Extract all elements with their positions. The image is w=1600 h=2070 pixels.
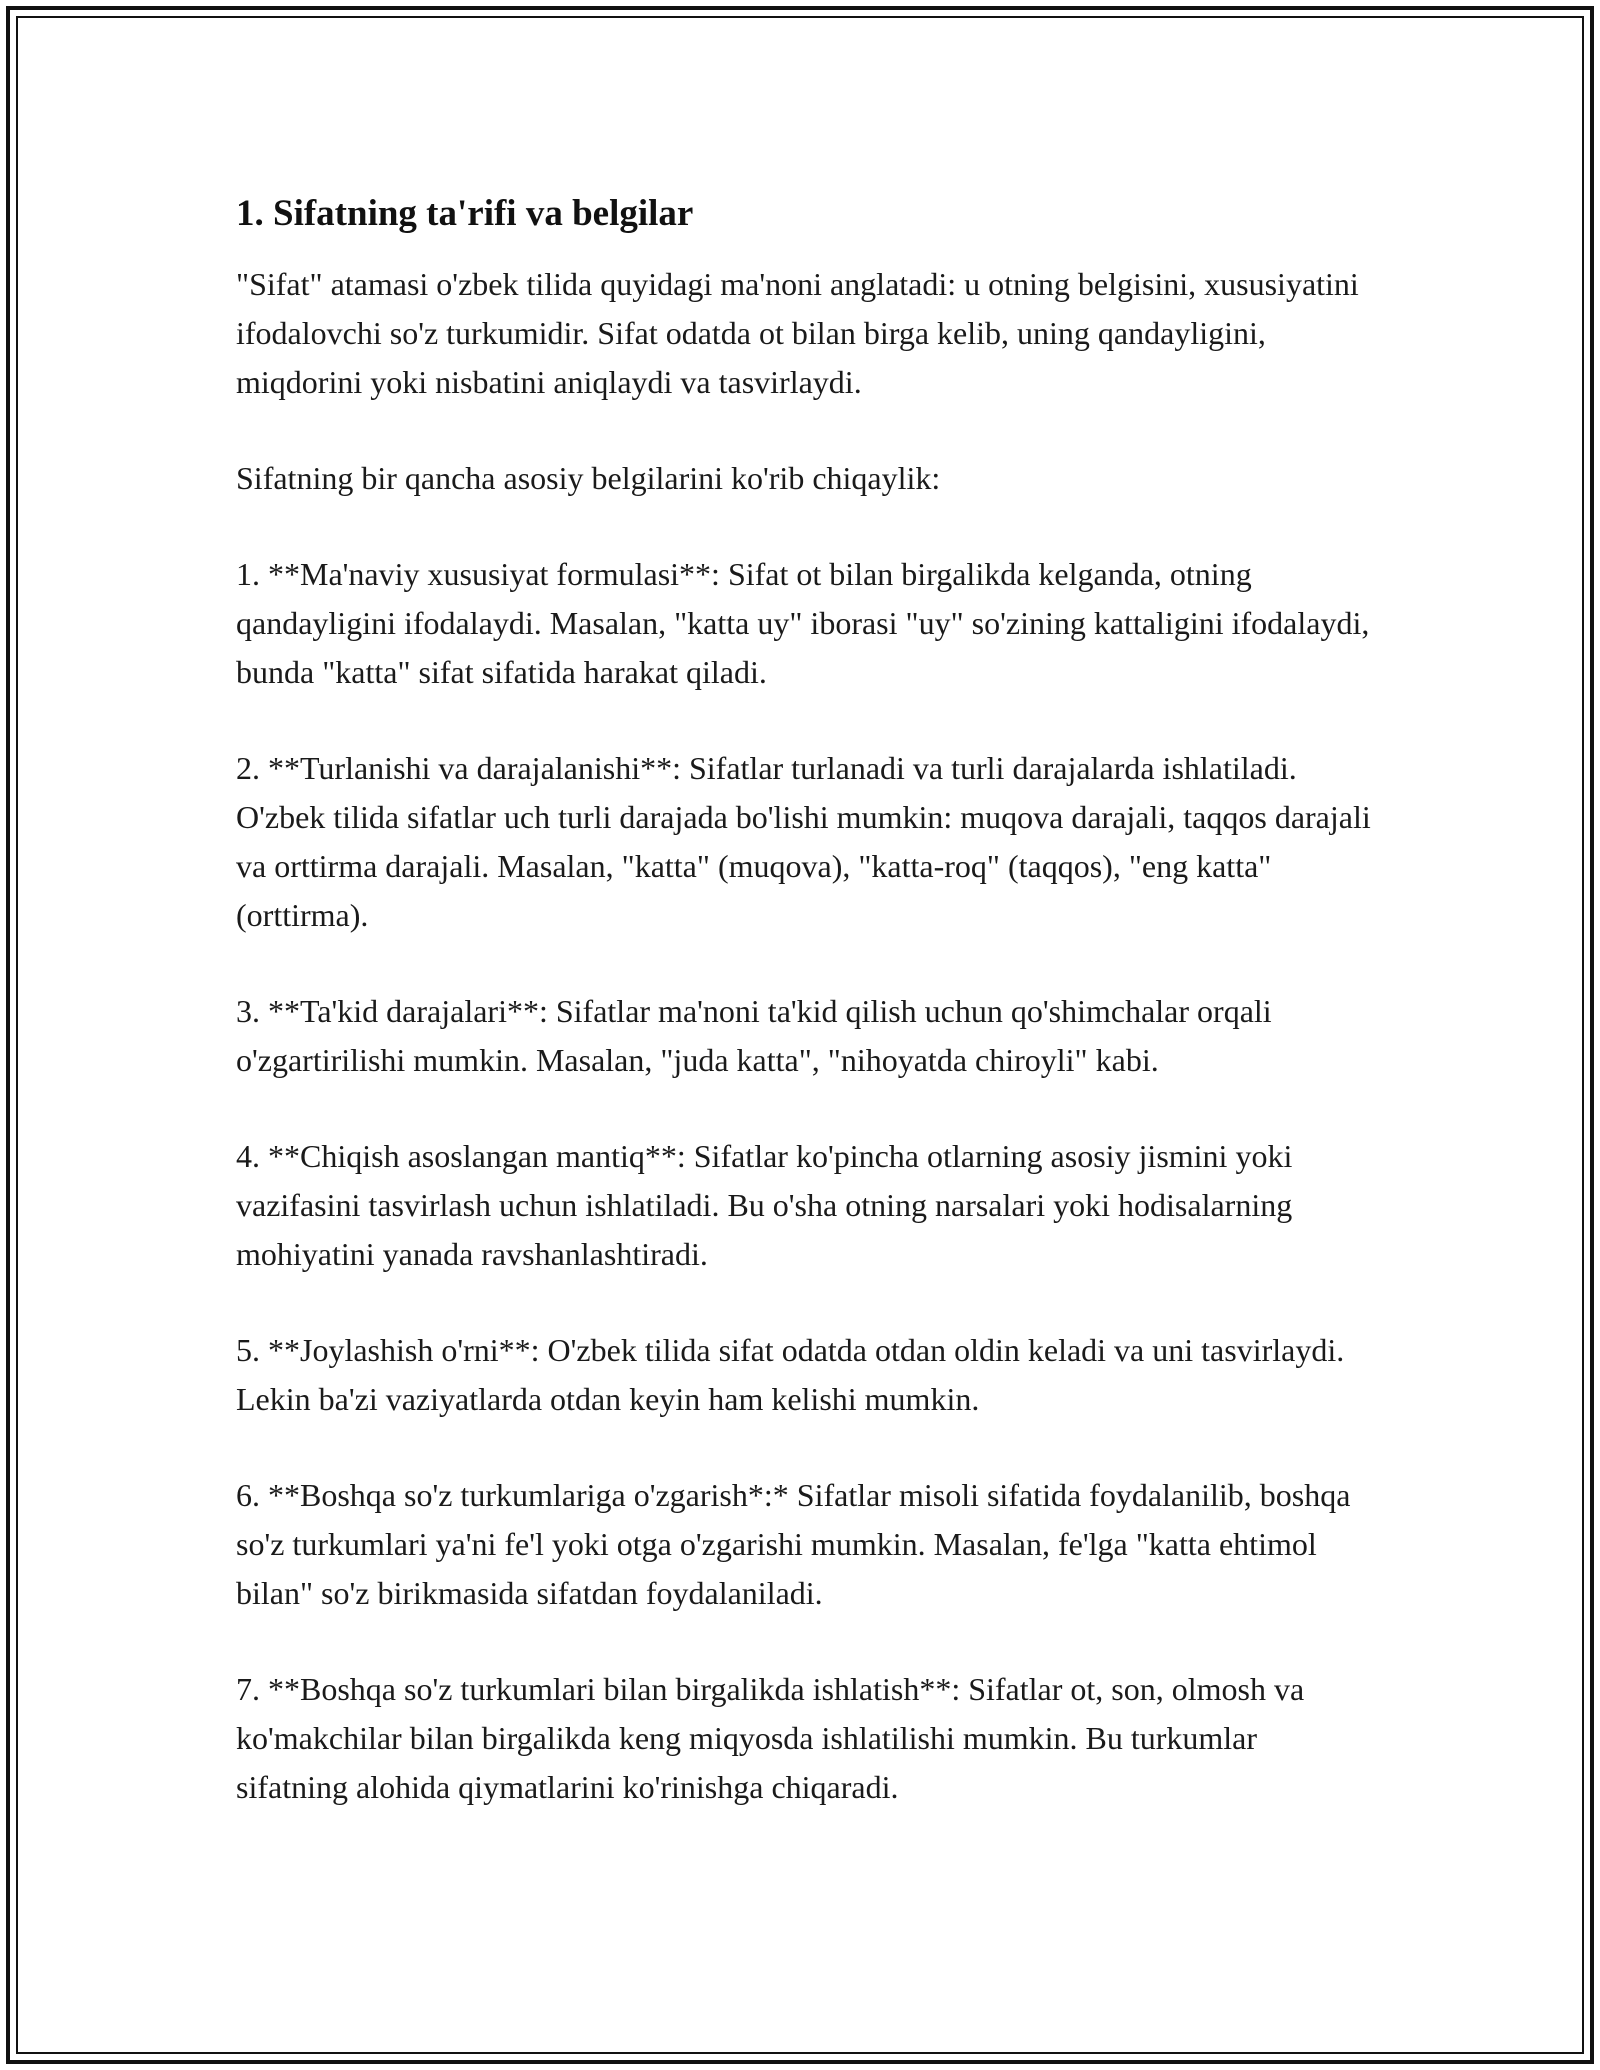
list-item-4: 4. **Chiqish asoslangan mantiq**: Sifatlar ko'pincha otlarning asosiy jismini yoki vazifasini tasvirlash uchun ishlatiladi. Bu o'sha otning narsalari yoki hodisalarning mohiyatini yanada ravshanlashtiradi. (236, 1138, 1293, 1272)
document-body (236, 186, 1376, 1812)
list-item-3: 3. **Ta'kid darajalari**: Sifatlar ma'noni ta'kid qilish uchun qo'shimchalar orqali o'zgartirilishi mumkin. Masalan, "juda katta", "nihoyatda chiroyli" kabi. (236, 993, 1272, 1078)
list-item-1: 1. **Ma'naviy xususiyat formulasi**: Sifat ot bilan birgalikda kelganda, otning qandayligini ifodalaydi. Masalan, "katta uy" iborasi "uy" so'zining kattaligini ifodalaydi, bunda "katta" sifat sifatida harakat qiladi. (236, 556, 1370, 690)
list-item-7: 7. **Boshqa so'z turkumlari bilan birgalikda ishlatish**: Sifatlar ot, son, olmosh va ko'makchilar bilan birgalikda keng miqyosda ishlatilishi mumkin. Bu turkumlar sifatning alohida qiymatlarini ko'rinishga chiqaradi. (236, 1671, 1305, 1805)
list-item-6: 6. **Boshqa so'z turkumlariga o'zgarish*:* Sifatlar misoli sifatida foydalanilib, boshqa so'z turkumlari ya'ni fe'l yoki otga o'zgarishi mumkin. Masalan, fe'lga "katta ehtimol bilan" so'z birikmasida sifatdan foydalaniladi. (236, 1477, 1351, 1611)
section-heading: 1. Sifatning ta'rifi va belgilar (236, 193, 694, 234)
paragraph-definition: "Sifat" atamasi o'zbek tilida quyidagi ma'noni anglatadi: u otning belgisini, xususiyatini ifodalovchi so'z turkumidir. Sifat odatda ot bilan birga kelib, uning qandayligini, miqdorini yoki nisbatini aniqlaydi va tasvirlaydi. (236, 266, 1359, 400)
list-item-2: 2. **Turlanishi va darajalanishi**: Sifatlar turlanadi va turli darajalarda ishlatiladi. O'zbek tilida sifatlar uch turli darajada bo'lishi mumkin: muqova darajali, taqqos darajali va orttirma darajali. Masalan, "katta" (muqova), "katta-roq" (taqqos), "eng katta" (orttirma). (236, 750, 1371, 933)
list-item-5: 5. **Joylashish o'rni**: O'zbek tilida sifat odatda otdan oldin keladi va uni tasvirlaydi. Lekin ba'zi vaziyatlarda otdan keyin ham kelishi mumkin. (236, 1332, 1345, 1417)
paragraph-intro: Sifatning bir qancha asosiy belgilarini ko'rib chiqaylik: (236, 460, 941, 496)
